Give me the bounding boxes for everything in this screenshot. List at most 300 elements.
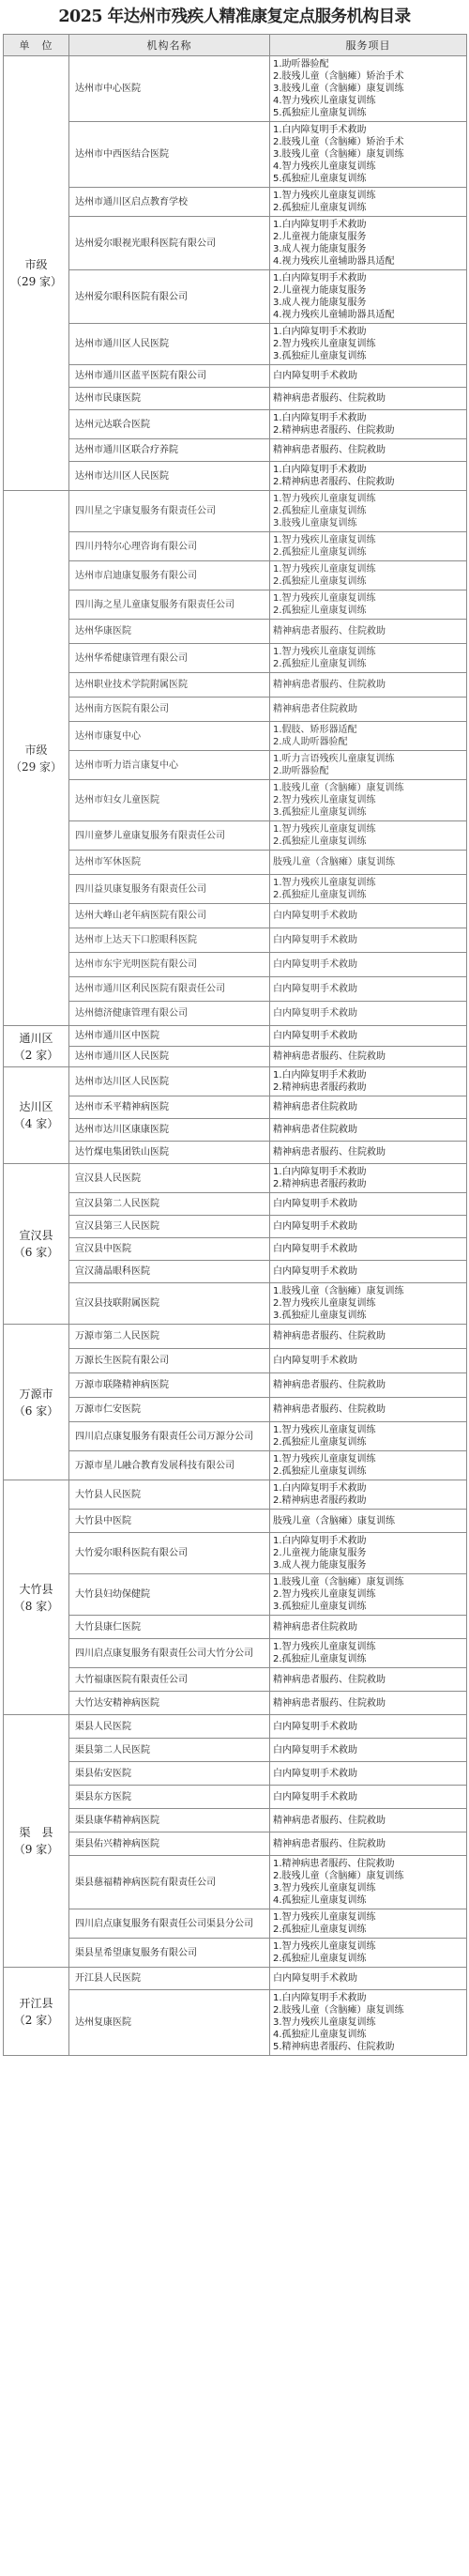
service-item: 精神病患者服药、住院救助 — [273, 445, 386, 455]
institution-name: 达州市妇女儿童医院 — [69, 780, 270, 821]
service-item: 2.孤独症儿童康复训练 — [273, 1654, 367, 1664]
service-item: 白内障复明手术救助 — [273, 1244, 357, 1254]
institution-name: 达州市听力语言康复中心 — [69, 751, 270, 780]
service-item: 2.孤独症儿童康复训练 — [273, 836, 367, 847]
service-items — [270, 1325, 467, 1349]
table-row — [4, 722, 467, 751]
service-item: 2.孤独症儿童康复训练 — [273, 659, 367, 669]
service-item: 3.肢残儿童（含脑瘫）康复训练 — [273, 84, 404, 94]
institution-name: 大竹达安精神病医院 — [69, 1692, 270, 1715]
service-item: 白内障复明手术救助 — [273, 911, 357, 921]
service-items — [270, 1451, 467, 1480]
table-row — [4, 1193, 467, 1216]
table-row — [4, 1096, 467, 1119]
table-row — [4, 1510, 467, 1533]
service-items — [270, 410, 467, 439]
table-row — [4, 1668, 467, 1692]
unit-count: （29 家） — [9, 275, 63, 288]
service-item: 2.儿童视力能康复服务 — [273, 1548, 367, 1558]
service-item: 2.儿童视力能康复服务 — [273, 232, 367, 242]
institution-name: 渠县星希望康复服务有限公司 — [69, 1939, 270, 1968]
service-item: 精神病患者服药、住院救助 — [273, 1051, 386, 1062]
unit-cell — [4, 56, 69, 491]
service-item: 1.智力残疾儿童康复训练 — [273, 824, 376, 835]
service-items — [270, 977, 467, 1002]
institution-name: 宣汉县第三人民医院 — [69, 1216, 270, 1238]
unit-count: （4 家） — [13, 1117, 59, 1130]
service-item: 白内障复明手术救助 — [273, 1221, 357, 1232]
service-item: 1.智力残疾儿童康复训练 — [273, 878, 376, 888]
service-item: 1.智力残疾儿童康复训练 — [273, 191, 376, 201]
service-items — [270, 722, 467, 751]
service-item: 1.智力残疾儿童康复训练 — [273, 593, 376, 604]
service-items — [270, 439, 467, 462]
header-name: 机构名称 — [69, 35, 270, 56]
service-items — [270, 1261, 467, 1283]
table-row — [4, 1909, 467, 1939]
table-row — [4, 698, 467, 722]
service-item: 1.智力残疾儿童康复训练 — [273, 535, 376, 545]
unit-cell — [4, 1164, 69, 1325]
table-row — [4, 410, 467, 439]
service-item: 3.孤独症儿童康复训练 — [273, 1602, 367, 1612]
service-item: 1.肢残儿童（含脑瘫）康复训练 — [273, 1577, 404, 1587]
service-item: 1.白内障复明手术救助 — [273, 1993, 367, 2003]
table-row — [4, 1639, 467, 1668]
service-item: 2.儿童视力能康复服务 — [273, 285, 367, 296]
unit-cell — [4, 1325, 69, 1480]
institution-name: 达州市达川区人民医院 — [69, 462, 270, 491]
service-item: 精神病患者服药、住院救助 — [273, 1838, 386, 1849]
service-item: 2.孤独症儿童康复训练 — [273, 606, 367, 616]
service-item: 1.智力残疾儿童康复训练 — [273, 647, 376, 657]
service-item: 1.白内障复明手术救助 — [273, 1536, 367, 1546]
service-item: 1.智力残疾儿童康复训练 — [273, 1912, 376, 1923]
service-items — [270, 1574, 467, 1616]
service-item: 5.孤独症儿童康复训练 — [273, 174, 367, 184]
service-item: 精神病患者服药、住院救助 — [273, 1404, 386, 1415]
service-item: 精神病患者住院救助 — [273, 1125, 357, 1135]
service-item: 肢残儿童（含脑瘫）康复训练 — [273, 857, 395, 867]
service-item: 4.孤独症儿童康复训练 — [273, 1895, 367, 1906]
institution-name: 四川益贝康复服务有限责任公司 — [69, 875, 270, 904]
institution-name: 达竹煤电集团铁山医院 — [69, 1142, 270, 1164]
institution-name: 万源市星儿融合教育发展科技有限公司 — [69, 1451, 270, 1480]
table-row — [4, 673, 467, 698]
service-items — [270, 1909, 467, 1939]
unit-label: 宣汉县 — [19, 1229, 53, 1242]
service-item: 精神病患者住院救助 — [273, 1102, 357, 1112]
service-item: 精神病患者服药、住院救助 — [273, 1331, 386, 1342]
service-items — [270, 1026, 467, 1047]
service-item: 3.智力残疾儿童康复训练 — [273, 1883, 376, 1894]
table-row — [4, 122, 467, 188]
institution-name: 大竹爱尔眼科医院有限公司 — [69, 1533, 270, 1574]
table-row — [4, 217, 467, 270]
service-item: 1.白内障复明手术救助 — [273, 1070, 367, 1081]
service-item: 1.假肢、矫形器适配 — [273, 725, 357, 735]
service-item: 2.孤独症儿童康复训练 — [273, 1437, 367, 1448]
unit-label: 万源市 — [19, 1387, 53, 1401]
service-item: 5.精神病患者服药、住院救助 — [273, 2042, 395, 2052]
service-items — [270, 851, 467, 875]
service-item: 精神病患者服药、住院救助 — [273, 626, 386, 636]
service-item: 3.智力残疾儿童康复训练 — [273, 2017, 376, 2028]
institution-name: 达州华康医院 — [69, 620, 270, 644]
unit-cell — [4, 1480, 69, 1715]
service-items — [270, 1832, 467, 1856]
table-row — [4, 1164, 467, 1193]
service-items — [270, 673, 467, 698]
service-items — [270, 1480, 467, 1510]
service-item: 1.听力言语残疾儿童康复训练 — [273, 754, 395, 764]
table-row — [4, 1002, 467, 1026]
table-row — [4, 1990, 467, 2056]
table-row — [4, 1832, 467, 1856]
service-items — [270, 462, 467, 491]
service-item: 2.智力残疾儿童康复训练 — [273, 1589, 376, 1600]
service-item: 1.智力残疾儿童康复训练 — [273, 494, 376, 504]
institution-name: 渠县人民医院 — [69, 1715, 270, 1739]
table-row — [4, 56, 467, 122]
header-service: 服务项目 — [270, 35, 467, 56]
unit-cell — [4, 1067, 69, 1164]
service-item: 白内障复明手术救助 — [273, 935, 357, 945]
unit-label: 渠 县 — [19, 1826, 53, 1839]
institution-name: 达州职业技术学院附属医院 — [69, 673, 270, 698]
table-row — [4, 1574, 467, 1616]
service-item: 精神病患者服药、住院救助 — [273, 1815, 386, 1826]
table-row — [4, 851, 467, 875]
institution-name: 达州市通川区启点教育学校 — [69, 188, 270, 217]
unit-cell — [4, 1026, 69, 1067]
institution-name: 宣汉县技联附属医院 — [69, 1283, 270, 1325]
service-items — [270, 751, 467, 780]
unit-count: （8 家） — [13, 1599, 59, 1613]
service-items — [270, 1193, 467, 1216]
institution-name: 大竹县妇幼保健院 — [69, 1574, 270, 1616]
table-row — [4, 1739, 467, 1762]
service-items — [270, 1422, 467, 1451]
service-item: 2.孤独症儿童康复训练 — [273, 1924, 367, 1935]
institution-name: 开江县人民医院 — [69, 1968, 270, 1990]
institution-name: 渠县康华精神病医院 — [69, 1809, 270, 1832]
service-item: 1.助听器验配 — [273, 59, 329, 69]
table-row — [4, 1325, 467, 1349]
institution-name: 达州元达联合医院 — [69, 410, 270, 439]
institution-name: 大竹县康仁医院 — [69, 1616, 270, 1639]
service-items — [270, 1373, 467, 1398]
institution-name: 达州大峰山老年病医院有限公司 — [69, 904, 270, 928]
unit-count: （6 家） — [13, 1246, 59, 1259]
document-title: 2025 年达州市残疾人精准康复定点服务机构目录 — [58, 8, 411, 26]
service-items — [270, 1164, 467, 1193]
table-row — [4, 904, 467, 928]
institution-name: 四川童梦儿童康复服务有限责任公司 — [69, 821, 270, 851]
institution-name: 万源长生医院有限公司 — [69, 1349, 270, 1373]
table-row — [4, 1533, 467, 1574]
institution-name: 四川丹特尔心理咨询有限公司 — [69, 532, 270, 561]
service-item: 精神病患者服药、住院救助 — [273, 393, 386, 404]
institution-name: 达州市民康医院 — [69, 388, 270, 410]
service-items — [270, 1398, 467, 1422]
institution-name: 四川启点康复服务有限责任公司渠县分公司 — [69, 1909, 270, 1939]
service-item: 白内障复明手术救助 — [273, 1721, 357, 1732]
institution-name: 宣汉县中医院 — [69, 1238, 270, 1261]
unit-label: 通川区 — [19, 1031, 53, 1045]
service-items — [270, 1096, 467, 1119]
institution-name: 达州市东宇光明医院有限公司 — [69, 953, 270, 977]
service-item: 2.智力残疾儿童康复训练 — [273, 1298, 376, 1309]
table-row — [4, 270, 467, 324]
service-item: 精神病患者住院救助 — [273, 704, 357, 714]
table-row — [4, 491, 467, 532]
service-item: 2.孤独症儿童康复训练 — [273, 506, 367, 516]
institution-name: 达州华希健康管理有限公司 — [69, 644, 270, 673]
service-item: 5.孤独症儿童康复训练 — [273, 108, 367, 118]
unit-label: 大竹县 — [19, 1582, 53, 1596]
unit-cell — [4, 1715, 69, 1968]
institution-name: 达州市通川区蓝平医院有限公司 — [69, 365, 270, 388]
table-row — [4, 590, 467, 620]
service-item: 精神病患者服药、住院救助 — [273, 1674, 386, 1685]
service-item: 白内障复明手术救助 — [273, 1791, 357, 1802]
table-row — [4, 1715, 467, 1739]
service-item: 4.视力残疾儿童辅助器具适配 — [273, 256, 395, 267]
table-row — [4, 1067, 467, 1096]
service-items — [270, 217, 467, 270]
service-items — [270, 1639, 467, 1668]
service-item: 2.助听器验配 — [273, 766, 329, 776]
service-items — [270, 1786, 467, 1809]
table-row — [4, 928, 467, 953]
table-row — [4, 1939, 467, 1968]
table-row — [4, 780, 467, 821]
service-items — [270, 1002, 467, 1026]
service-item: 白内障复明手术救助 — [273, 1008, 357, 1019]
institution-name: 达州市军休医院 — [69, 851, 270, 875]
institution-name: 大竹县人民医院 — [69, 1480, 270, 1510]
service-items — [270, 1349, 467, 1373]
service-items — [270, 56, 467, 122]
service-item: 精神病患者服药、住院救助 — [273, 1697, 386, 1709]
table-row — [4, 1480, 467, 1510]
institution-name: 渠县佑兴精神病医院 — [69, 1832, 270, 1856]
service-item: 3.成人视力能康复服务 — [273, 298, 367, 308]
service-items — [270, 1047, 467, 1067]
service-item: 4.智力残疾儿童康复训练 — [273, 161, 376, 172]
service-item: 白内障复明手术救助 — [273, 1031, 357, 1041]
service-item: 1.智力残疾儿童康复训练 — [273, 564, 376, 575]
table-row — [4, 462, 467, 491]
institution-name: 达州爱尔眼科医院有限公司 — [69, 270, 270, 324]
service-item: 白内障复明手术救助 — [273, 1768, 357, 1779]
service-items — [270, 365, 467, 388]
table-row — [4, 1692, 467, 1715]
institution-name: 达州市通川区中医院 — [69, 1026, 270, 1047]
institution-name: 达州市达川区人民医院 — [69, 1067, 270, 1096]
service-items — [270, 928, 467, 953]
service-item: 2.孤独症儿童康复训练 — [273, 890, 367, 900]
service-items — [270, 1216, 467, 1238]
service-item: 3.成人视力能康复服务 — [273, 1560, 367, 1571]
institution-name: 达州市康复中心 — [69, 722, 270, 751]
institution-name: 宣汉蒲晶眼科医院 — [69, 1261, 270, 1283]
institution-name: 达州市通川区联合疗养院 — [69, 439, 270, 462]
service-items — [270, 561, 467, 590]
service-item: 3.孤独症儿童康复训练 — [273, 807, 367, 818]
header-unit: 单 位 — [4, 35, 69, 56]
table-row — [4, 1283, 467, 1325]
unit-cell — [4, 1968, 69, 2056]
service-items — [270, 122, 467, 188]
service-item: 2.肢残儿童（含脑瘫）康复训练 — [273, 1871, 404, 1881]
institution-table — [3, 34, 467, 2056]
unit-label: 市级 — [24, 258, 48, 271]
table-row — [4, 953, 467, 977]
service-item: 1.白内障复明手术救助 — [273, 273, 367, 284]
table-row — [4, 1856, 467, 1909]
service-item: 白内障复明手术救助 — [273, 1266, 357, 1277]
institution-name: 宣汉县人民医院 — [69, 1164, 270, 1193]
table-row — [4, 1142, 467, 1164]
table-row — [4, 644, 467, 673]
service-item: 1.白内障复明手术救助 — [273, 327, 367, 337]
table-body — [4, 56, 467, 2056]
service-item: 2.精神病患者服药救助 — [273, 1495, 367, 1506]
institution-name: 达州市上达天下口腔眼科医院 — [69, 928, 270, 953]
institution-name: 渠县东方医院 — [69, 1786, 270, 1809]
unit-cell — [4, 491, 69, 1026]
service-items — [270, 1739, 467, 1762]
service-items — [270, 590, 467, 620]
service-item: 2.精神病患者服药救助 — [273, 1082, 367, 1093]
service-items — [270, 388, 467, 410]
service-item: 白内障复明手术救助 — [273, 959, 357, 970]
table-row — [4, 875, 467, 904]
institution-name: 大竹福康医院有限责任公司 — [69, 1668, 270, 1692]
service-item: 3.孤独症儿童康复训练 — [273, 351, 367, 361]
table-row — [4, 324, 467, 365]
institution-name: 渠县慈福精神病医院有限责任公司 — [69, 1856, 270, 1909]
service-items — [270, 644, 467, 673]
service-items — [270, 904, 467, 928]
service-items — [270, 532, 467, 561]
service-item: 精神病患者服药、住院救助 — [273, 1147, 386, 1158]
service-item: 4.智力残疾儿童康复训练 — [273, 96, 376, 106]
service-items — [270, 1809, 467, 1832]
table-row — [4, 1349, 467, 1373]
service-items — [270, 1668, 467, 1692]
service-item: 2.精神病患者服药、住院救助 — [273, 425, 395, 436]
table-row — [4, 1238, 467, 1261]
service-items — [270, 698, 467, 722]
institution-name: 达州市禾平精神病医院 — [69, 1096, 270, 1119]
service-item: 2.精神病患者服药救助 — [273, 1179, 367, 1189]
service-item: 1.智力残疾儿童康复训练 — [273, 1454, 376, 1464]
service-item: 1.白内障复明手术救助 — [273, 1483, 367, 1494]
unit-count: （6 家） — [13, 1403, 59, 1418]
service-items — [270, 780, 467, 821]
table-row — [4, 1119, 467, 1142]
institution-name: 四川启点康复服务有限责任公司万源分公司 — [69, 1422, 270, 1451]
institution-name: 达州市中西医结合医院 — [69, 122, 270, 188]
table-row — [4, 1398, 467, 1422]
service-item: 3.肢残儿童康复训练 — [273, 518, 357, 529]
service-items — [270, 1238, 467, 1261]
institution-name: 达州市中心医院 — [69, 56, 270, 122]
service-item: 3.成人视力能康复服务 — [273, 244, 367, 254]
service-item: 白内障复明手术救助 — [273, 1744, 357, 1756]
service-items — [270, 1968, 467, 1990]
service-item: 2.孤独症儿童康复训练 — [273, 547, 367, 558]
institution-name: 达州南方医院有限公司 — [69, 698, 270, 722]
service-items — [270, 953, 467, 977]
service-items — [270, 620, 467, 644]
service-item: 2.智力残疾儿童康复训练 — [273, 339, 376, 349]
service-item: 白内障复明手术救助 — [273, 1199, 357, 1209]
institution-name: 渠县第二人民医院 — [69, 1739, 270, 1762]
service-item: 2.肢残儿童（含脑瘫）矫治手术 — [273, 137, 404, 147]
service-item: 4.孤独症儿童康复训练 — [273, 2030, 367, 2040]
institution-name: 达州复康医院 — [69, 1990, 270, 2056]
service-item: 精神病患者住院救助 — [273, 1621, 357, 1633]
table-row — [4, 1762, 467, 1786]
table-row — [4, 532, 467, 561]
table-row — [4, 1422, 467, 1451]
service-item: 2.孤独症儿童康复训练 — [273, 203, 367, 213]
institution-name: 万源市联隆精神病医院 — [69, 1373, 270, 1398]
unit-count: （2 家） — [13, 1048, 59, 1062]
institution-name: 万源市第二人民医院 — [69, 1325, 270, 1349]
service-items — [270, 188, 467, 217]
table-row — [4, 188, 467, 217]
service-item: 1.智力残疾儿童康复训练 — [273, 1642, 376, 1652]
institution-name: 达州市启迪康复服务有限公司 — [69, 561, 270, 590]
service-items — [270, 1142, 467, 1164]
institution-name: 达州市达川区康康医院 — [69, 1119, 270, 1142]
service-items — [270, 1715, 467, 1739]
table-row — [4, 977, 467, 1002]
table-row — [4, 1451, 467, 1480]
institution-name: 大竹县中医院 — [69, 1510, 270, 1533]
service-item: 1.肢残儿童（含脑瘫）康复训练 — [273, 1286, 404, 1296]
service-items — [270, 1616, 467, 1639]
unit-label: 开江县 — [19, 1996, 53, 2010]
institution-name: 四川星之宇康复服务有限责任公司 — [69, 491, 270, 532]
service-items — [270, 1692, 467, 1715]
service-items — [270, 491, 467, 532]
table-row — [4, 821, 467, 851]
institution-name: 达州市通川区人民医院 — [69, 1047, 270, 1067]
service-items — [270, 1990, 467, 2056]
unit-count: （2 家） — [13, 2013, 59, 2027]
service-item: 3.孤独症儿童康复训练 — [273, 1311, 367, 1321]
institution-name: 万源市仁安医院 — [69, 1398, 270, 1422]
table-row — [4, 1047, 467, 1067]
table-row — [4, 365, 467, 388]
service-item: 1.智力残疾儿童康复训练 — [273, 1425, 376, 1435]
table-row — [4, 388, 467, 410]
unit-count: （9 家） — [13, 1843, 59, 1856]
table-row — [4, 1616, 467, 1639]
table-row — [4, 751, 467, 780]
service-item: 2.孤独症儿童康复训练 — [273, 1954, 367, 1964]
service-items — [270, 1510, 467, 1533]
unit-count: （29 家） — [9, 759, 63, 774]
service-item: 白内障复明手术救助 — [273, 1973, 357, 1984]
service-item: 1.白内障复明手术救助 — [273, 1167, 367, 1177]
